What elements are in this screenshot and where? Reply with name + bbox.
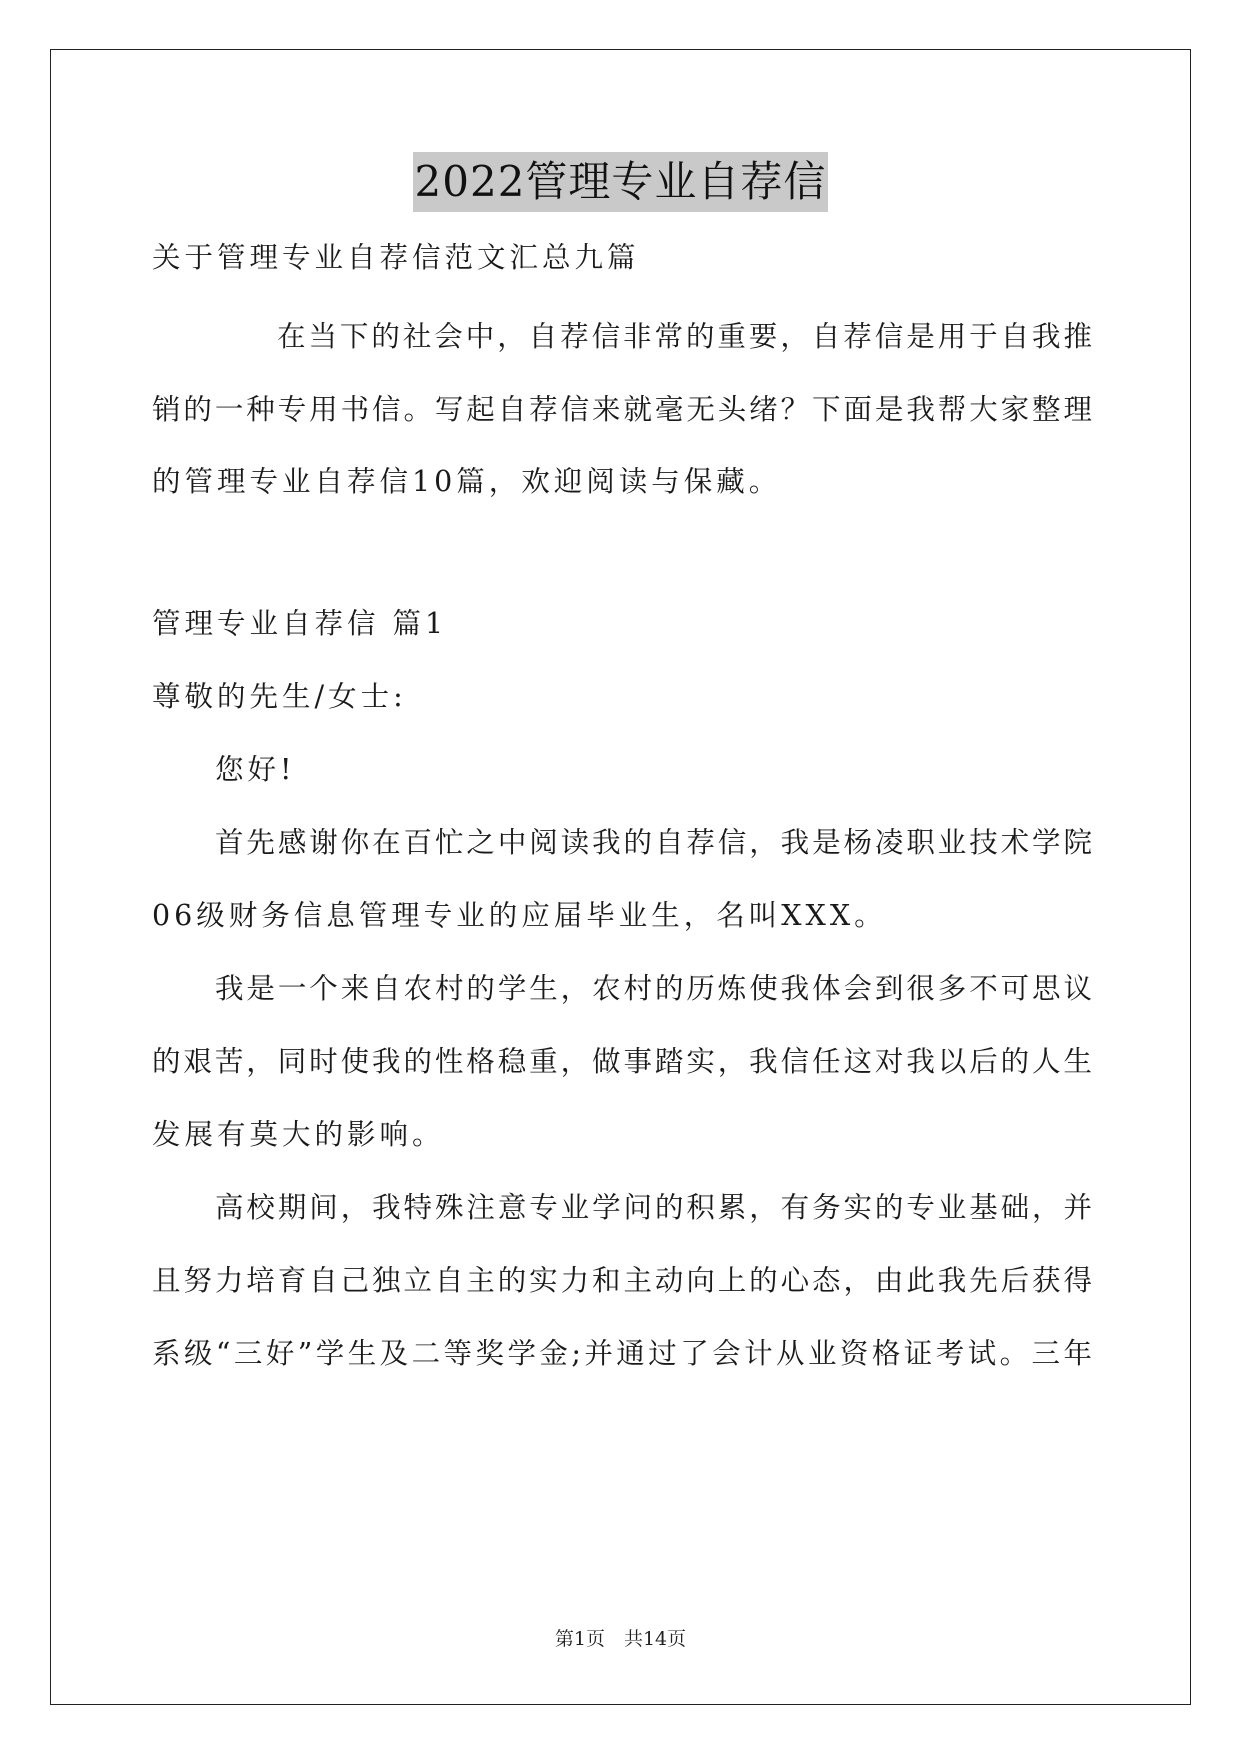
page-number-footer: 第1页 共14页 (554, 1628, 687, 1650)
paragraph-line: 销的一种专用书信。写起自荐信来就毫无头绪？下面是我帮大家整理 (152, 393, 1092, 426)
paragraph-line: 我是一个来自农村的学生，农村的历炼使我体会到很多不可思议 (215, 972, 1092, 1005)
paragraph-line: 的管理专业自荐信10篇，欢迎阅读与保藏。 (152, 465, 782, 498)
paragraph-line: 在当下的社会中，自荐信非常的重要，自荐信是用于自我推 (277, 320, 1092, 353)
document-title: 2022管理专业自荐信 (413, 152, 829, 212)
greeting-line: 您好! (215, 753, 296, 786)
paragraph-line: 且努力培育自己独立自主的实力和主动向上的心态，由此我先后获得 (152, 1264, 1092, 1297)
paragraph-line: 的艰苦，同时使我的性格稳重，做事踏实，我信任这对我以后的人生 (152, 1045, 1092, 1078)
paragraph-line: 首先感谢你在百忙之中阅读我的自荐信，我是杨凌职业技术学院 (215, 826, 1092, 859)
paragraph-line: 高校期间，我特殊注意专业学问的积累，有务实的专业基础，并 (215, 1191, 1092, 1224)
paragraph-line: 发展有莫大的影响。 (152, 1118, 445, 1151)
subtitle-line: 关于管理专业自荐信范文汇总九篇 (152, 241, 640, 274)
title-block (0, 152, 1241, 212)
paragraph-line: 06级财务信息管理专业的应届毕业生，名叫XXX。 (152, 899, 887, 932)
section-heading: 管理专业自荐信 篇1 (152, 607, 448, 640)
paragraph-line: 系级“三好”学生及二等奖学金;并通过了会计从业资格证考试。三年 (152, 1337, 1092, 1370)
page-border (50, 49, 1191, 1705)
salutation-line: 尊敬的先生/女士: (152, 680, 407, 713)
